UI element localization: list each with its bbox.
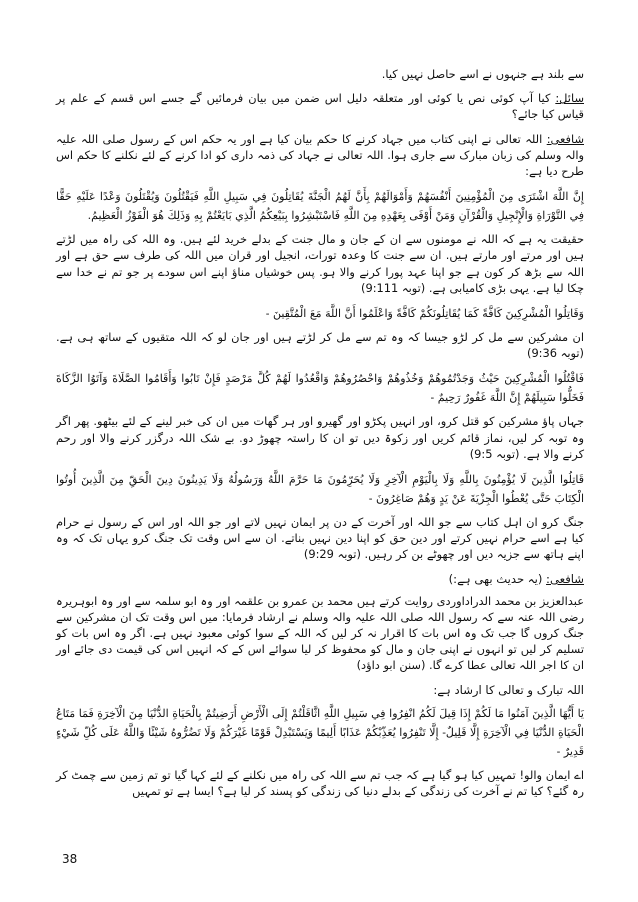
paragraph-shafii-jihad bbox=[56, 131, 584, 180]
page-content bbox=[56, 66, 584, 807]
page-number: 38 bbox=[62, 852, 78, 866]
translation-9-5: جہاں پاؤ مشرکین کو قتل کرو، اور انہیں پکڑو اور گھیرو اور ہر گھات میں ان کی خبر لینے کے لئے بیٹھو. پھر اگر وہ توبہ کر لیں، نماز قائم کریں اور زکوۃ دیں تو ان کا راستہ چھوڑ دو. بے شک اللہ درگزر کرنے والا اور رحم کرنے والا ہے. (توبہ 9:5) bbox=[56, 414, 584, 461]
questioner-text: کیا آپ کوئی نص یا کوئی اور متعلقہ دلیل اس ضمن میں بیان فرمائیں گے جسے اس قسم کے علم پر قیاس کیا جائے؟ bbox=[56, 91, 584, 122]
translation-9-29: جنگ کرو ان اہل کتاب سے جو اللہ اور آخرت کے دن پر ایمان نہیں لاتے اور جو اللہ اور اس کے رسول نے حرام کیا ہے اسے حرام نہیں کرتے اور دین حق کو اپنا دین نہیں بناتے. ان سے اس وقت تک جنگ کرو یہاں تک کہ وہ اپنے ہاتھ سے جزیہ دیں اور چھوٹے بن کر رہیں. (توبہ 9:29) bbox=[56, 515, 584, 562]
speaker-label-shafii-2: شافعی: bbox=[546, 571, 584, 586]
hadith-text: عبدالعزیز بن محمد الدراداوردی روایت کرتے ہیں محمد بن عمرو بن علقمہ اور وہ ابو سلمہ سے اور وہ ابوہریرہ رضی اللہ عنہ سے کہ رسول اللہ صلی اللہ علیہ والہ وسلم نے ارشاد فرمایا: میں اس وقت تک ان مشرکین سے جنگ کروں گا جب تک وہ اس بات کا اقرار نہ کر لیں کہ اللہ کے سوا کوئی معبود نہیں ہے. اگر وہ اس بات کو تسلیم کر لیں تو انہوں نے اپنی جان و مال کو محفوظ کر لیا سوائے اس کے کہ انہیں اس کی قیمت دی جائے اور ان کا اجر اللہ تعالی عطا کرے گا. (سنن ابو داؤد) bbox=[56, 593, 584, 673]
hadith-intro: (یہ حدیث بھی ہے:) bbox=[448, 571, 547, 586]
quran-verse-9-111: إِنَّ اللَّهَ اشْتَرَى مِنَ الْمُؤْمِنِينَ أَنْفُسَهُمْ وَأَمْوَالَهُمْ بِأَنَّ لَهُمُ الْجَنَّةَ يُقَاتِلُونَ فِي سَبِيلِ اللَّهِ فَيَقْتُلُونَ وَيُقْتَلُونَ وَعْدًا عَلَيْهِ حَقًّا فِي التَّوْرَاةِ وَالْإِنْجِيلِ وَالْقُرْآنِ وَمَنْ أَوْفَى بِعَهْدِهِ مِنَ اللَّهِ فَاسْتَبْشِرُوا بِبَيْعِكُمُ الَّذِي بَايَعْتُمْ بِهِ وَذَلِكَ هُوَ الْفَوْزُ الْعَظِيمُ. bbox=[56, 190, 584, 223]
quran-verse-9-38: يَا أَيُّهَا الَّذِينَ آمَنُوا مَا لَكُمْ إِذَا قِيلَ لَكُمُ انْفِرُوا فِي سَبِيلِ اللَّهِ اثَّاقَلْتُمْ إِلَى الْأَرْضِ أَرَضِيتُمْ بِالْحَيَاةِ الدُّنْيَا مِنَ الْآخِرَةِ فَمَا مَتَاعُ الْحَيَاةِ الدُّنْيَا فِي الْآخِرَةِ إِلَّا قَلِيلٌ- إِلَّا تَنْفِرُوا يُعَذِّبْكُمْ عَذَابًا أَلِيمًا وَيَسْتَبْدِلْ قَوْمًا غَيْرَكُمْ وَلَا تَضُرُّوهُ شَيْئًا وَاللَّهُ عَلَى كُلِّ شَيْءٍ قَدِيرٌ - bbox=[56, 706, 584, 758]
speaker-label-questioner: سائل: bbox=[555, 91, 584, 106]
speaker-label-shafii: شافعی: bbox=[546, 131, 584, 146]
paragraph-shafii-hadith bbox=[56, 571, 584, 587]
verse-intro: اللہ تبارک و تعالی کا ارشاد ہے: bbox=[433, 682, 584, 697]
quran-verse-9-36: وَقَاتِلُوا الْمُشْرِكِينَ كَافَّةً كَمَا يُقَاتِلُونَكُمْ كَافَّةً وَاعْلَمُوا أَنَّ اللَّهَ مَعَ الْمُتَّقِينَ - bbox=[265, 307, 584, 321]
shafii-text: اللہ تعالی نے اپنی کتاب میں جہاد کرنے کا حکم بیان کیا ہے اور یہ حکم اس کے رسول صلی اللہ علیہ والہ وسلم کی زبان مبارک سے جاری ہوا. اللہ تعالی نے جہاد کی ذمہ داری کو ادا کرنے کے لئے نکلنے کا حکم اس طرح دیا ہے: bbox=[56, 131, 584, 179]
translation-9-111: حقیقت یہ ہے کہ اللہ نے مومنوں سے ان کے جان و مال جنت کے بدلے خرید لئے ہیں. وہ اللہ کی راہ میں لڑتے ہیں اور مرتے اور مارتے ہیں. ان سے جنت کا وعدہ تورات، انجیل اور قران میں اللہ کی طرف سے حق ہے اور اللہ سے بڑھ کر کون ہے جو اپنا عہد پورا کرنے والا ہو. پس خوشیاں مناؤ اپنے اس سودے پر جو تم نے خدا سے چکا لیا ہے. یہی بڑی کامیابی ہے. (توبہ 9:111) bbox=[56, 232, 584, 295]
paragraph-questioner bbox=[56, 90, 584, 122]
translation-9-36: ان مشرکین سے مل کر لڑو جیسا کہ وہ تم سے مل کر لڑتے ہیں اور جان لو کہ اللہ متقیوں کے ساتھ ہی ہے. (توبہ 9:36) bbox=[56, 330, 584, 361]
translation-9-38: اے ایمان والو! تمہیں کیا ہو گیا ہے کہ جب تم سے اللہ کی راہ میں نکلنے کے لئے کہا گیا تو تم زمین سے چمٹ کر رہ گئے؟ کیا تم نے آخرت کی زندگی کے بدلے دنیا کی زندگی کو پسند کر لیا ہے؟ ایسا ہے تو تمہیں bbox=[56, 767, 584, 798]
paragraph-intro: سے بلند ہے جنہوں نے اسے حاصل نہیں کیا. bbox=[381, 67, 584, 81]
quran-verse-9-29: قَاتِلُوا الَّذِينَ لَا يُؤْمِنُونَ بِاللَّهِ وَلَا بِالْيَوْمِ الْآخِرِ وَلَا يُحَرِّمُونَ مَا حَرَّمَ اللَّهُ وَرَسُولُهُ وَلَا يَدِينُونَ دِينَ الْحَقِّ مِنَ الَّذِينَ أُوتُوا الْكِتَابَ حَتَّى يُعْطُوا الْجِزْيَةَ عَنْ يَدٍ وَهُمْ صَاغِرُونَ - bbox=[56, 473, 584, 506]
quran-verse-9-5: فَاقْتُلُوا الْمُشْرِكِينَ حَيْثُ وَجَدْتُمُوهُمْ وَخُذُوهُمْ وَاحْصُرُوهُمْ وَاقْعُدُوا لَهُمْ كُلَّ مَرْصَدٍ فَإِنْ تَابُوا وَأَقَامُوا الصَّلَاةَ وَآتَوُا الزَّكَاةَ فَخَلُّوا سَبِيلَهُمْ إِنَّ اللَّهَ غَفُورٌ رَحِيمٌ - bbox=[56, 372, 584, 405]
